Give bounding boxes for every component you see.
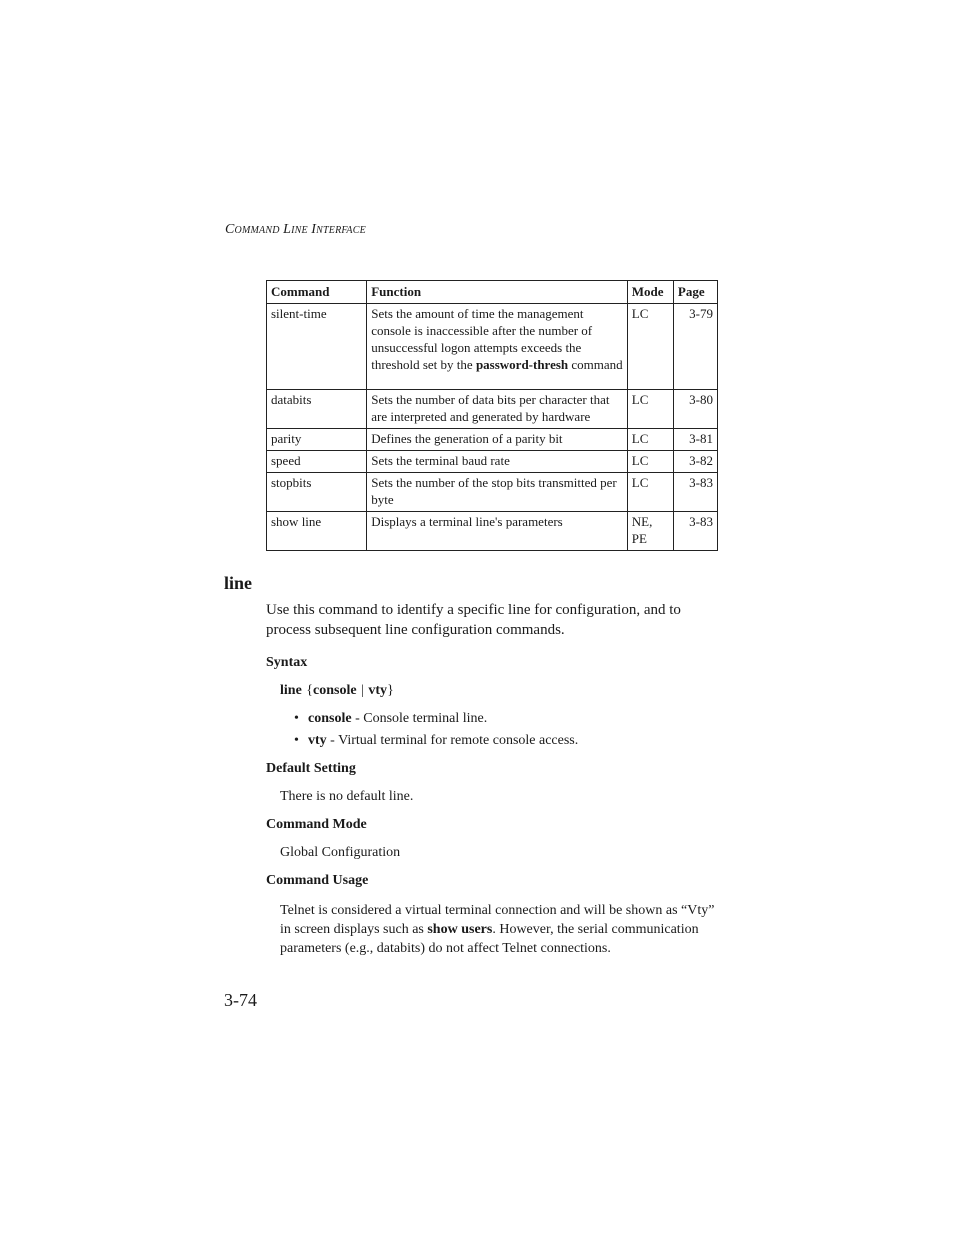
cell-function: Defines the generation of a parity bit	[367, 429, 628, 451]
cell-function: Sets the terminal baud rate	[367, 451, 628, 473]
col-header-command: Command	[267, 281, 367, 304]
cell-command: show line	[267, 512, 367, 551]
default-setting-heading: Default Setting	[266, 761, 356, 776]
cell-page: 3-79	[673, 304, 717, 390]
list-item: • vty - Virtual terminal for remote console access.	[294, 733, 579, 748]
table-row	[267, 451, 718, 473]
section-title: line	[224, 573, 253, 593]
cell-page: 3-83	[673, 473, 717, 512]
cell-mode: LC	[627, 473, 673, 512]
cell-command: silent-time	[267, 304, 367, 390]
list-item: • console - Console terminal line.	[294, 711, 488, 726]
col-header-function: Function	[367, 281, 628, 304]
cell-mode: NE, PE	[627, 512, 673, 551]
cell-page: 3-80	[673, 390, 717, 429]
running-header: COMMAND LINE INTERFACE	[225, 222, 366, 237]
table-row	[267, 304, 718, 390]
table-header-row	[267, 281, 718, 304]
command-usage-heading: Command Usage	[266, 873, 369, 888]
cell-command: databits	[267, 390, 367, 429]
col-header-mode: Mode	[627, 281, 673, 304]
command-mode-heading: Command Mode	[266, 817, 367, 832]
page-number: 3-74	[224, 990, 257, 1010]
command-usage-text: Telnet is considered a virtual terminal connection and will be shown as “Vty” in screen displays such as show users. However, the serial communication parameters (e.g., databits) do not affect Telnet connections.	[280, 903, 715, 956]
cell-command: parity	[267, 429, 367, 451]
command-table	[266, 280, 718, 551]
cell-page: 3-83	[673, 512, 717, 551]
table-row	[267, 473, 718, 512]
cell-mode: LC	[627, 304, 673, 390]
col-header-page: Page	[673, 281, 717, 304]
syntax-heading: Syntax	[266, 655, 308, 670]
cell-function: Sets the number of data bits per character that are interpreted and generated by hardware	[367, 390, 628, 429]
command-mode-text: Global Configuration	[280, 845, 401, 860]
default-setting-text: There is no default line.	[280, 789, 414, 804]
table-row	[267, 390, 718, 429]
cell-mode: LC	[627, 429, 673, 451]
table-row	[267, 512, 718, 551]
table-row	[267, 429, 718, 451]
cell-mode: LC	[627, 390, 673, 429]
cell-function: Sets the amount of time the management console is inaccessible after the number of unsuccessful logon attempts exceeds the threshold set by the password-thresh command	[367, 304, 628, 390]
cell-mode: LC	[627, 451, 673, 473]
intro-paragraph: Use this command to identify a specific line for configuration, and to process subsequent line configuration commands.	[266, 602, 681, 638]
cell-command: speed	[267, 451, 367, 473]
cell-function: Sets the number of the stop bits transmitted per byte	[367, 473, 628, 512]
syntax-line: line {console | vty}	[280, 683, 394, 698]
cell-page: 3-82	[673, 451, 717, 473]
cell-command: stopbits	[267, 473, 367, 512]
cell-page: 3-81	[673, 429, 717, 451]
cell-function: Displays a terminal line's parameters	[367, 512, 628, 551]
